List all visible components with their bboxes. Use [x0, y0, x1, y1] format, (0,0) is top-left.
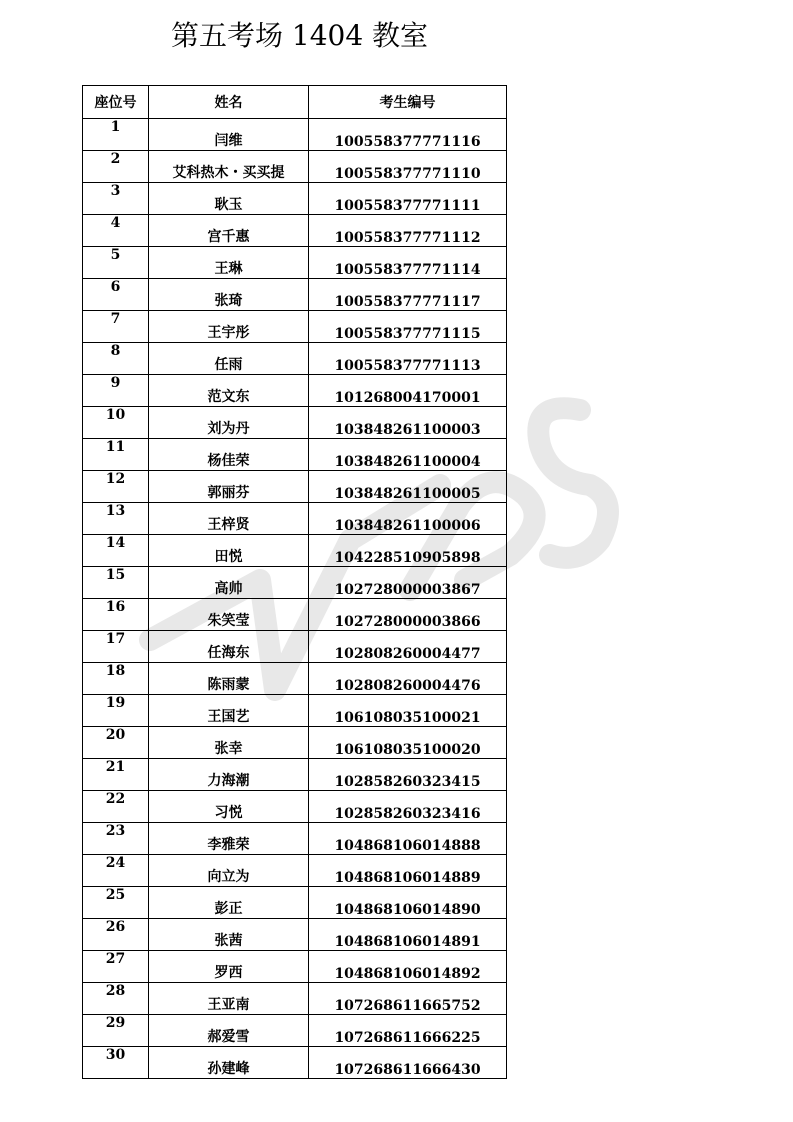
candidate-exam-id: 100558377771113: [309, 343, 507, 375]
seat-number: 1: [83, 119, 149, 151]
candidate-name: 王琳: [149, 247, 309, 279]
candidate-name: 高帅: [149, 567, 309, 599]
seat-number: 3: [83, 183, 149, 215]
candidate-exam-id: 103848261100006: [309, 503, 507, 535]
table-row: [83, 1047, 507, 1079]
candidate-exam-id: 103848261100003: [309, 407, 507, 439]
candidate-name: 艾科热木・买买提: [149, 151, 309, 183]
candidate-exam-id: 100558377771117: [309, 279, 507, 311]
table-row: [83, 215, 507, 247]
candidate-name: 朱笑莹: [149, 599, 309, 631]
seat-number: 15: [83, 567, 149, 599]
seat-number: 24: [83, 855, 149, 887]
seat-number: 17: [83, 631, 149, 663]
candidate-name: 向立为: [149, 855, 309, 887]
seat-number: 20: [83, 727, 149, 759]
seat-number: 14: [83, 535, 149, 567]
table-row: [83, 855, 507, 887]
seat-number: 16: [83, 599, 149, 631]
candidate-exam-id: 100558377771112: [309, 215, 507, 247]
candidate-exam-id: 104868106014889: [309, 855, 507, 887]
candidate-name: 郝爱雪: [149, 1015, 309, 1047]
candidate-name: 李雅荣: [149, 823, 309, 855]
exam-seating-table: [82, 85, 507, 1079]
table-row: [83, 247, 507, 279]
candidate-name: 宫千惠: [149, 215, 309, 247]
candidate-name: 罗西: [149, 951, 309, 983]
candidate-name: 耿玉: [149, 183, 309, 215]
candidate-name: 任海东: [149, 631, 309, 663]
table-row: [83, 983, 507, 1015]
candidate-exam-id: 102858260323415: [309, 759, 507, 791]
candidate-name: 力海潮: [149, 759, 309, 791]
seat-number: 5: [83, 247, 149, 279]
seat-number: 28: [83, 983, 149, 1015]
table-row: [83, 343, 507, 375]
seat-number: 22: [83, 791, 149, 823]
candidate-exam-id: 104868106014892: [309, 951, 507, 983]
seat-number: 29: [83, 1015, 149, 1047]
table-row: [83, 887, 507, 919]
seat-number: 30: [83, 1047, 149, 1079]
table-row: [83, 471, 507, 503]
header-name: 姓名: [149, 86, 309, 119]
candidate-name: 王宇彤: [149, 311, 309, 343]
table-row: [83, 311, 507, 343]
seat-number: 7: [83, 311, 149, 343]
seat-number: 4: [83, 215, 149, 247]
seat-number: 27: [83, 951, 149, 983]
candidate-name: 杨佳荣: [149, 439, 309, 471]
candidate-exam-id: 106108035100021: [309, 695, 507, 727]
candidate-exam-id: 104868106014888: [309, 823, 507, 855]
candidate-exam-id: 100558377771115: [309, 311, 507, 343]
table-row: [83, 279, 507, 311]
table-row: [83, 503, 507, 535]
candidate-exam-id: 104868106014891: [309, 919, 507, 951]
table-header-row: [83, 86, 507, 119]
table-row: [83, 727, 507, 759]
table-row: [83, 695, 507, 727]
table-row: [83, 951, 507, 983]
table-row: [83, 407, 507, 439]
candidate-name: 陈雨蒙: [149, 663, 309, 695]
candidate-exam-id: 102858260323416: [309, 791, 507, 823]
table-row: [83, 183, 507, 215]
seat-number: 6: [83, 279, 149, 311]
candidate-exam-id: 100558377771111: [309, 183, 507, 215]
table-row: [83, 1015, 507, 1047]
table-row: [83, 823, 507, 855]
page-title: 第五考场 1404 教室: [171, 19, 429, 52]
table-row: [83, 663, 507, 695]
seat-number: 26: [83, 919, 149, 951]
candidate-name: 习悦: [149, 791, 309, 823]
candidate-name: 郭丽芬: [149, 471, 309, 503]
candidate-exam-id: 107268611666430: [309, 1047, 507, 1079]
candidate-exam-id: 107268611666225: [309, 1015, 507, 1047]
candidate-name: 彭正: [149, 887, 309, 919]
seat-number: 10: [83, 407, 149, 439]
candidate-exam-id: 103848261100004: [309, 439, 507, 471]
candidate-exam-id: 100558377771110: [309, 151, 507, 183]
table-row: [83, 919, 507, 951]
candidate-exam-id: 100558377771114: [309, 247, 507, 279]
candidate-name: 闫维: [149, 119, 309, 151]
table-row: [83, 599, 507, 631]
seat-number: 12: [83, 471, 149, 503]
candidate-name: 张幸: [149, 727, 309, 759]
seat-number: 19: [83, 695, 149, 727]
seat-number: 18: [83, 663, 149, 695]
candidate-name: 王国艺: [149, 695, 309, 727]
seat-number: 11: [83, 439, 149, 471]
table-row: [83, 759, 507, 791]
candidate-name: 王亚南: [149, 983, 309, 1015]
candidate-name: 田悦: [149, 535, 309, 567]
table-row: [83, 567, 507, 599]
table-row: [83, 791, 507, 823]
table-row: [83, 151, 507, 183]
table-body: [83, 119, 507, 1079]
seat-number: 13: [83, 503, 149, 535]
candidate-name: 张茜: [149, 919, 309, 951]
candidate-exam-id: 107268611665752: [309, 983, 507, 1015]
table-row: [83, 439, 507, 471]
candidate-name: 张琦: [149, 279, 309, 311]
seat-number: 21: [83, 759, 149, 791]
seat-number: 23: [83, 823, 149, 855]
header-seat: 座位号: [83, 86, 149, 119]
candidate-exam-id: 100558377771116: [309, 119, 507, 151]
seat-number: 2: [83, 151, 149, 183]
seat-number: 9: [83, 375, 149, 407]
candidate-name: 任雨: [149, 343, 309, 375]
table-row: [83, 535, 507, 567]
candidate-name: 刘为丹: [149, 407, 309, 439]
table-row: [83, 375, 507, 407]
seat-number: 25: [83, 887, 149, 919]
candidate-exam-id: 104868106014890: [309, 887, 507, 919]
candidate-exam-id: 102808260004477: [309, 631, 507, 663]
candidate-exam-id: 101268004170001: [309, 375, 507, 407]
candidate-exam-id: 103848261100005: [309, 471, 507, 503]
candidate-name: 孙建峰: [149, 1047, 309, 1079]
candidate-name: 范文东: [149, 375, 309, 407]
candidate-exam-id: 102808260004476: [309, 663, 507, 695]
candidate-exam-id: 102728000003866: [309, 599, 507, 631]
table-row: [83, 631, 507, 663]
candidate-exam-id: 106108035100020: [309, 727, 507, 759]
candidate-name: 王梓贤: [149, 503, 309, 535]
candidate-exam-id: 102728000003867: [309, 567, 507, 599]
table-row: [83, 119, 507, 151]
candidate-exam-id: 104228510905898: [309, 535, 507, 567]
header-exam-id: 考生编号: [309, 86, 507, 119]
seat-number: 8: [83, 343, 149, 375]
